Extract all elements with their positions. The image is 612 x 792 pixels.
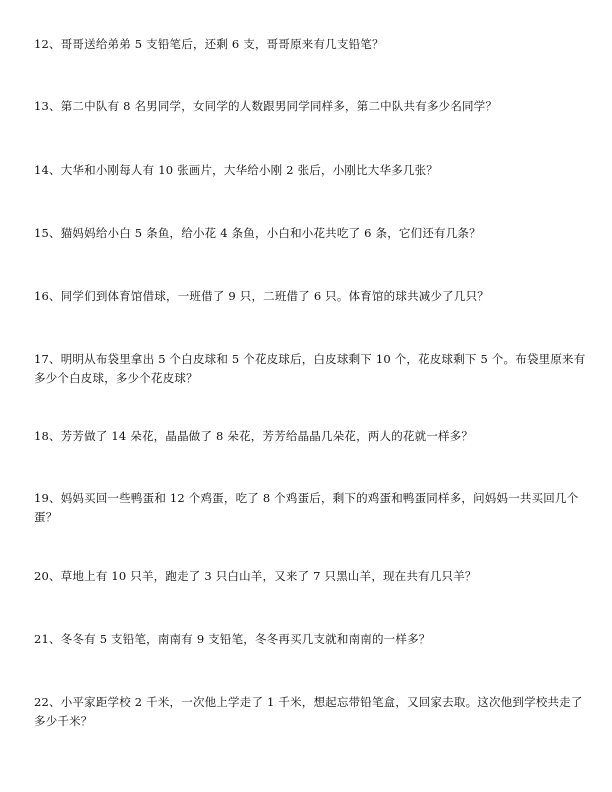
problem-22: 22、小平家距学校 2 千米，一次他上学走了 1 千米，想起忘带铅笔盒，又回家去取。这次他到学校共走了多少千米？ (34, 695, 583, 728)
problem-21: 21、冬冬有 5 支铅笔，南南有 9 支铅笔，冬冬再买几支就和南南的一样多？ (34, 632, 431, 646)
problem-20: 20、草地上有 10 只羊，跑走了 3 只白山羊，又来了 7 只黑山羊，现在共有几只羊？ (34, 569, 477, 583)
problem-15: 15、猫妈妈给小白 5 条鱼，给小花 4 条鱼，小白和小花共吃了 6 条，它们还有几条？ (34, 226, 481, 240)
problem-19: 19、妈妈买回一些鸭蛋和 12 个鸡蛋，吃了 8 个鸡蛋后，剩下的鸡蛋和鸭蛋同样多，问妈妈一共买回几个蛋？ (34, 491, 579, 524)
problem-16: 16、同学们到体育馆借球，一班借了 9 只，二班借了 6 只。体育馆的球共减少了几只？ (34, 289, 489, 303)
problem-12: 12、哥哥送给弟弟 5 支铅笔后，还剩 6 支，哥哥原来有几支铅笔？ (34, 37, 384, 51)
problem-13: 13、第二中队有 8 名男同学，女同学的人数跟男同学同样多，第二中队共有多少名同学？ (34, 99, 498, 113)
problem-14: 14、大华和小刚每人有 10 张画片，大华给小刚 2 张后，小刚比大华多几张？ (34, 163, 439, 177)
problem-18: 18、芳芳做了 14 朵花，晶晶做了 8 朵花，芳芳给晶晶几朵花，两人的花就一样多？ (34, 429, 474, 443)
problem-17: 17、明明从布袋里拿出 5 个白皮球和 5 个花皮球后，白皮球剩下 10 个，花皮球剩下 5 个。布袋里原来有多少个白皮球，多少个花皮球？ (34, 352, 586, 385)
